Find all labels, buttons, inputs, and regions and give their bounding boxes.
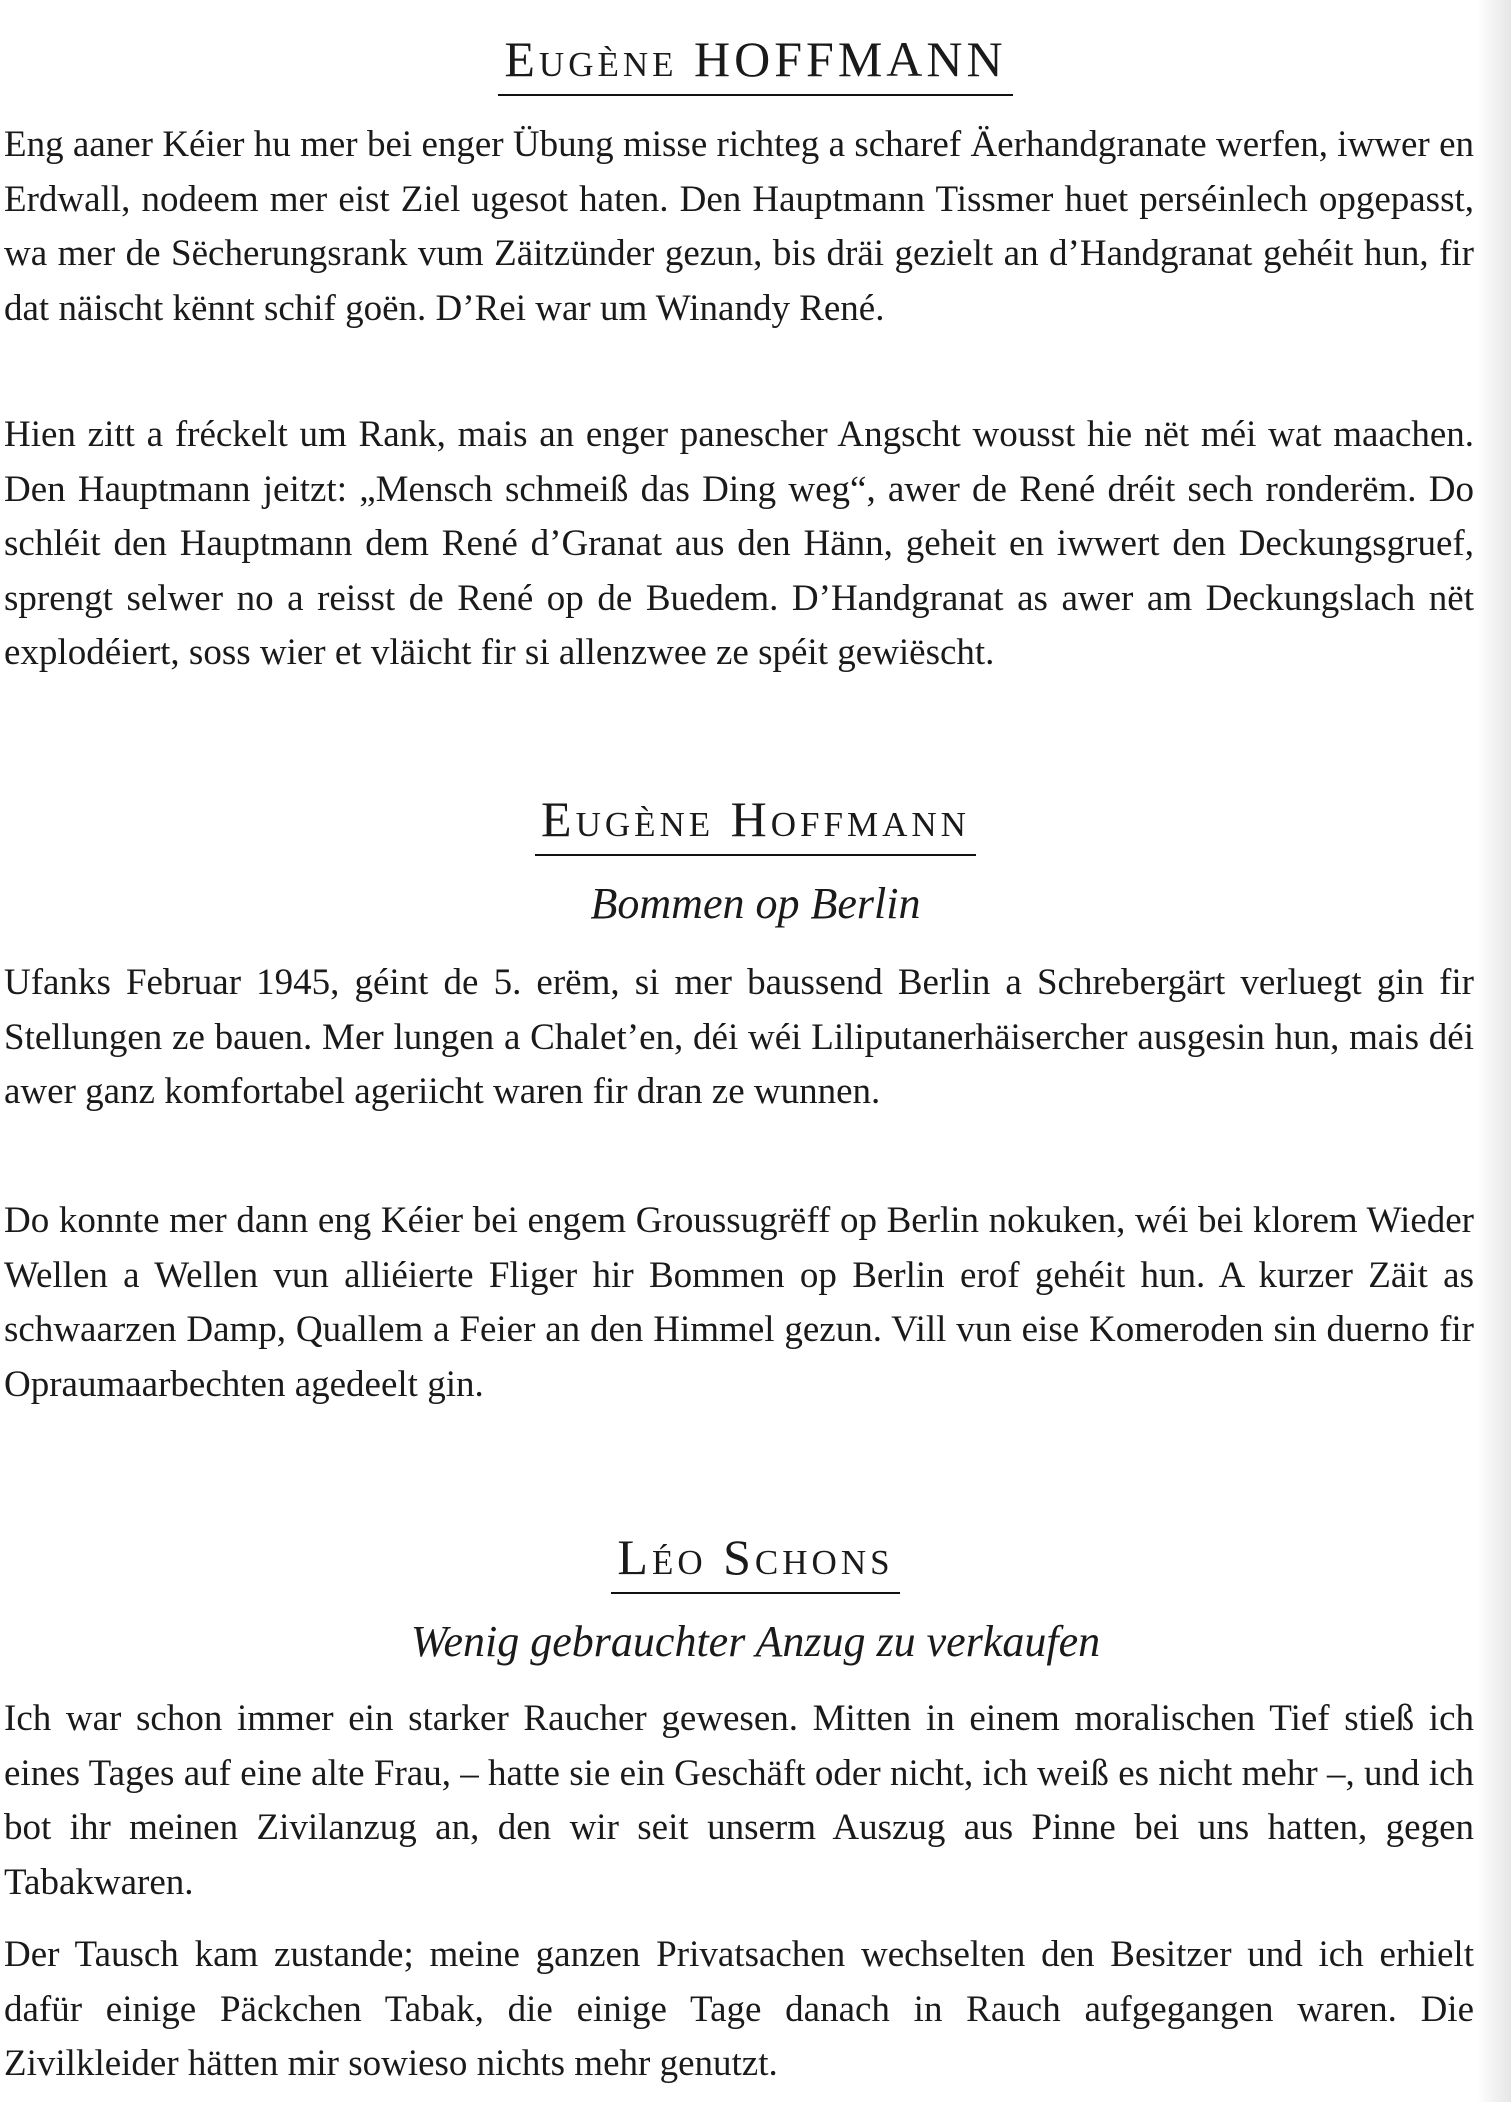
section-2-paragraph-2: Do konnte mer dann eng Kéier bei engem Groussugrëff op Berlin nokuken, wéi bei klorem Wieder Wellen a Wellen vun alliéierte Fliger hir Bommen op Berlin erof gehéit hun. A kurzer Zäit as schwaarzen Damp, Quallem a Feier an den Himmel gezun. Vill vun eise Komeroden sin duerno fir Opraumaarbechten agedeelt gin.	[4, 1200, 1474, 1405]
section-2-title: Bommen op Berlin	[590, 879, 921, 928]
section-2-paragraph-1: Ufanks Februar 1945, géint de 5. erëm, si mer baussend Berlin a Schrebergärt verluegt gin fir Stellungen ze bauen. Mer lungen a Chalet’en, déi wéi Liliputanerhäisercher ausgesin hun, mais déi awer ganz komfortabel ageriicht waren fir dran ze wunnen.	[4, 962, 1474, 1112]
section-1-author: Eugène HOFFMANN	[498, 30, 1012, 96]
page-edge-shadow	[1477, 0, 1511, 2102]
section-1-paragraph-2: Hien zitt a fréckelt um Rank, mais an enger panescher Angscht wousst hie nët méi wat maachen. Den Hauptmann jeitzt: „Mensch schmeiß das Ding weg“, awer de René dréit sech ronderëm. Do schléit den Hauptmann dem René d’Granat aus den Hänn, geheit en iwwert den Deckungsgruef, sprengt selwer no a reisst de René op de Buedem. D’Handgranat as awer am Deckungslach nët explodéiert, soss wier et vläicht fir si allenzwee ze spéit gewiëscht.	[4, 414, 1474, 673]
section-3-author-heading	[0, 1528, 1511, 1594]
section-3-author: Léo Schons	[611, 1528, 899, 1594]
section-1-paragraph-1: Eng aaner Kéier hu mer bei enger Übung misse richteg a scharef Äerhandgranate werfen, iwwer en Erdwall, nodeem mer eist Ziel ugesot haten. Den Hauptmann Tissmer huet perséinlech opgepasst, wa mer de Sëcherungsrank vum Zäitzünder gezun, bis dräi gezielt an d’Handgranat gehéit hun, fir dat näischt kënnt schif goën. D’Rei war um Winandy René.	[4, 124, 1474, 329]
section-1-author-heading	[0, 30, 1511, 96]
section-3-paragraph-1: Ich war schon immer ein starker Raucher gewesen. Mitten in einem moralischen Tief stieß ich eines Tages auf eine alte Frau, – hatte sie ein Geschäft oder nicht, ich weiß es nicht mehr –, und ich bot ihr meinen Zivilanzug an, den wir seit unserm Auszug aus Pinne bei uns hatten, gegen Tabakwaren.	[4, 1698, 1474, 1903]
section-2-author: Eugène Hoffmann	[535, 790, 976, 856]
section-3-paragraph-2: Der Tausch kam zustande; meine ganzen Privatsachen wechselten den Besitzer und ich erhielt dafür einige Päckchen Tabak, die einige Tage danach in Rauch aufgegangen waren. Die Zivilkleider hätten mir sowieso nichts mehr genutzt.	[4, 1934, 1474, 2084]
section-3-title: Wenig gebrauchter Anzug zu verkaufen	[410, 1617, 1101, 1666]
section-2-author-heading	[0, 790, 1511, 856]
